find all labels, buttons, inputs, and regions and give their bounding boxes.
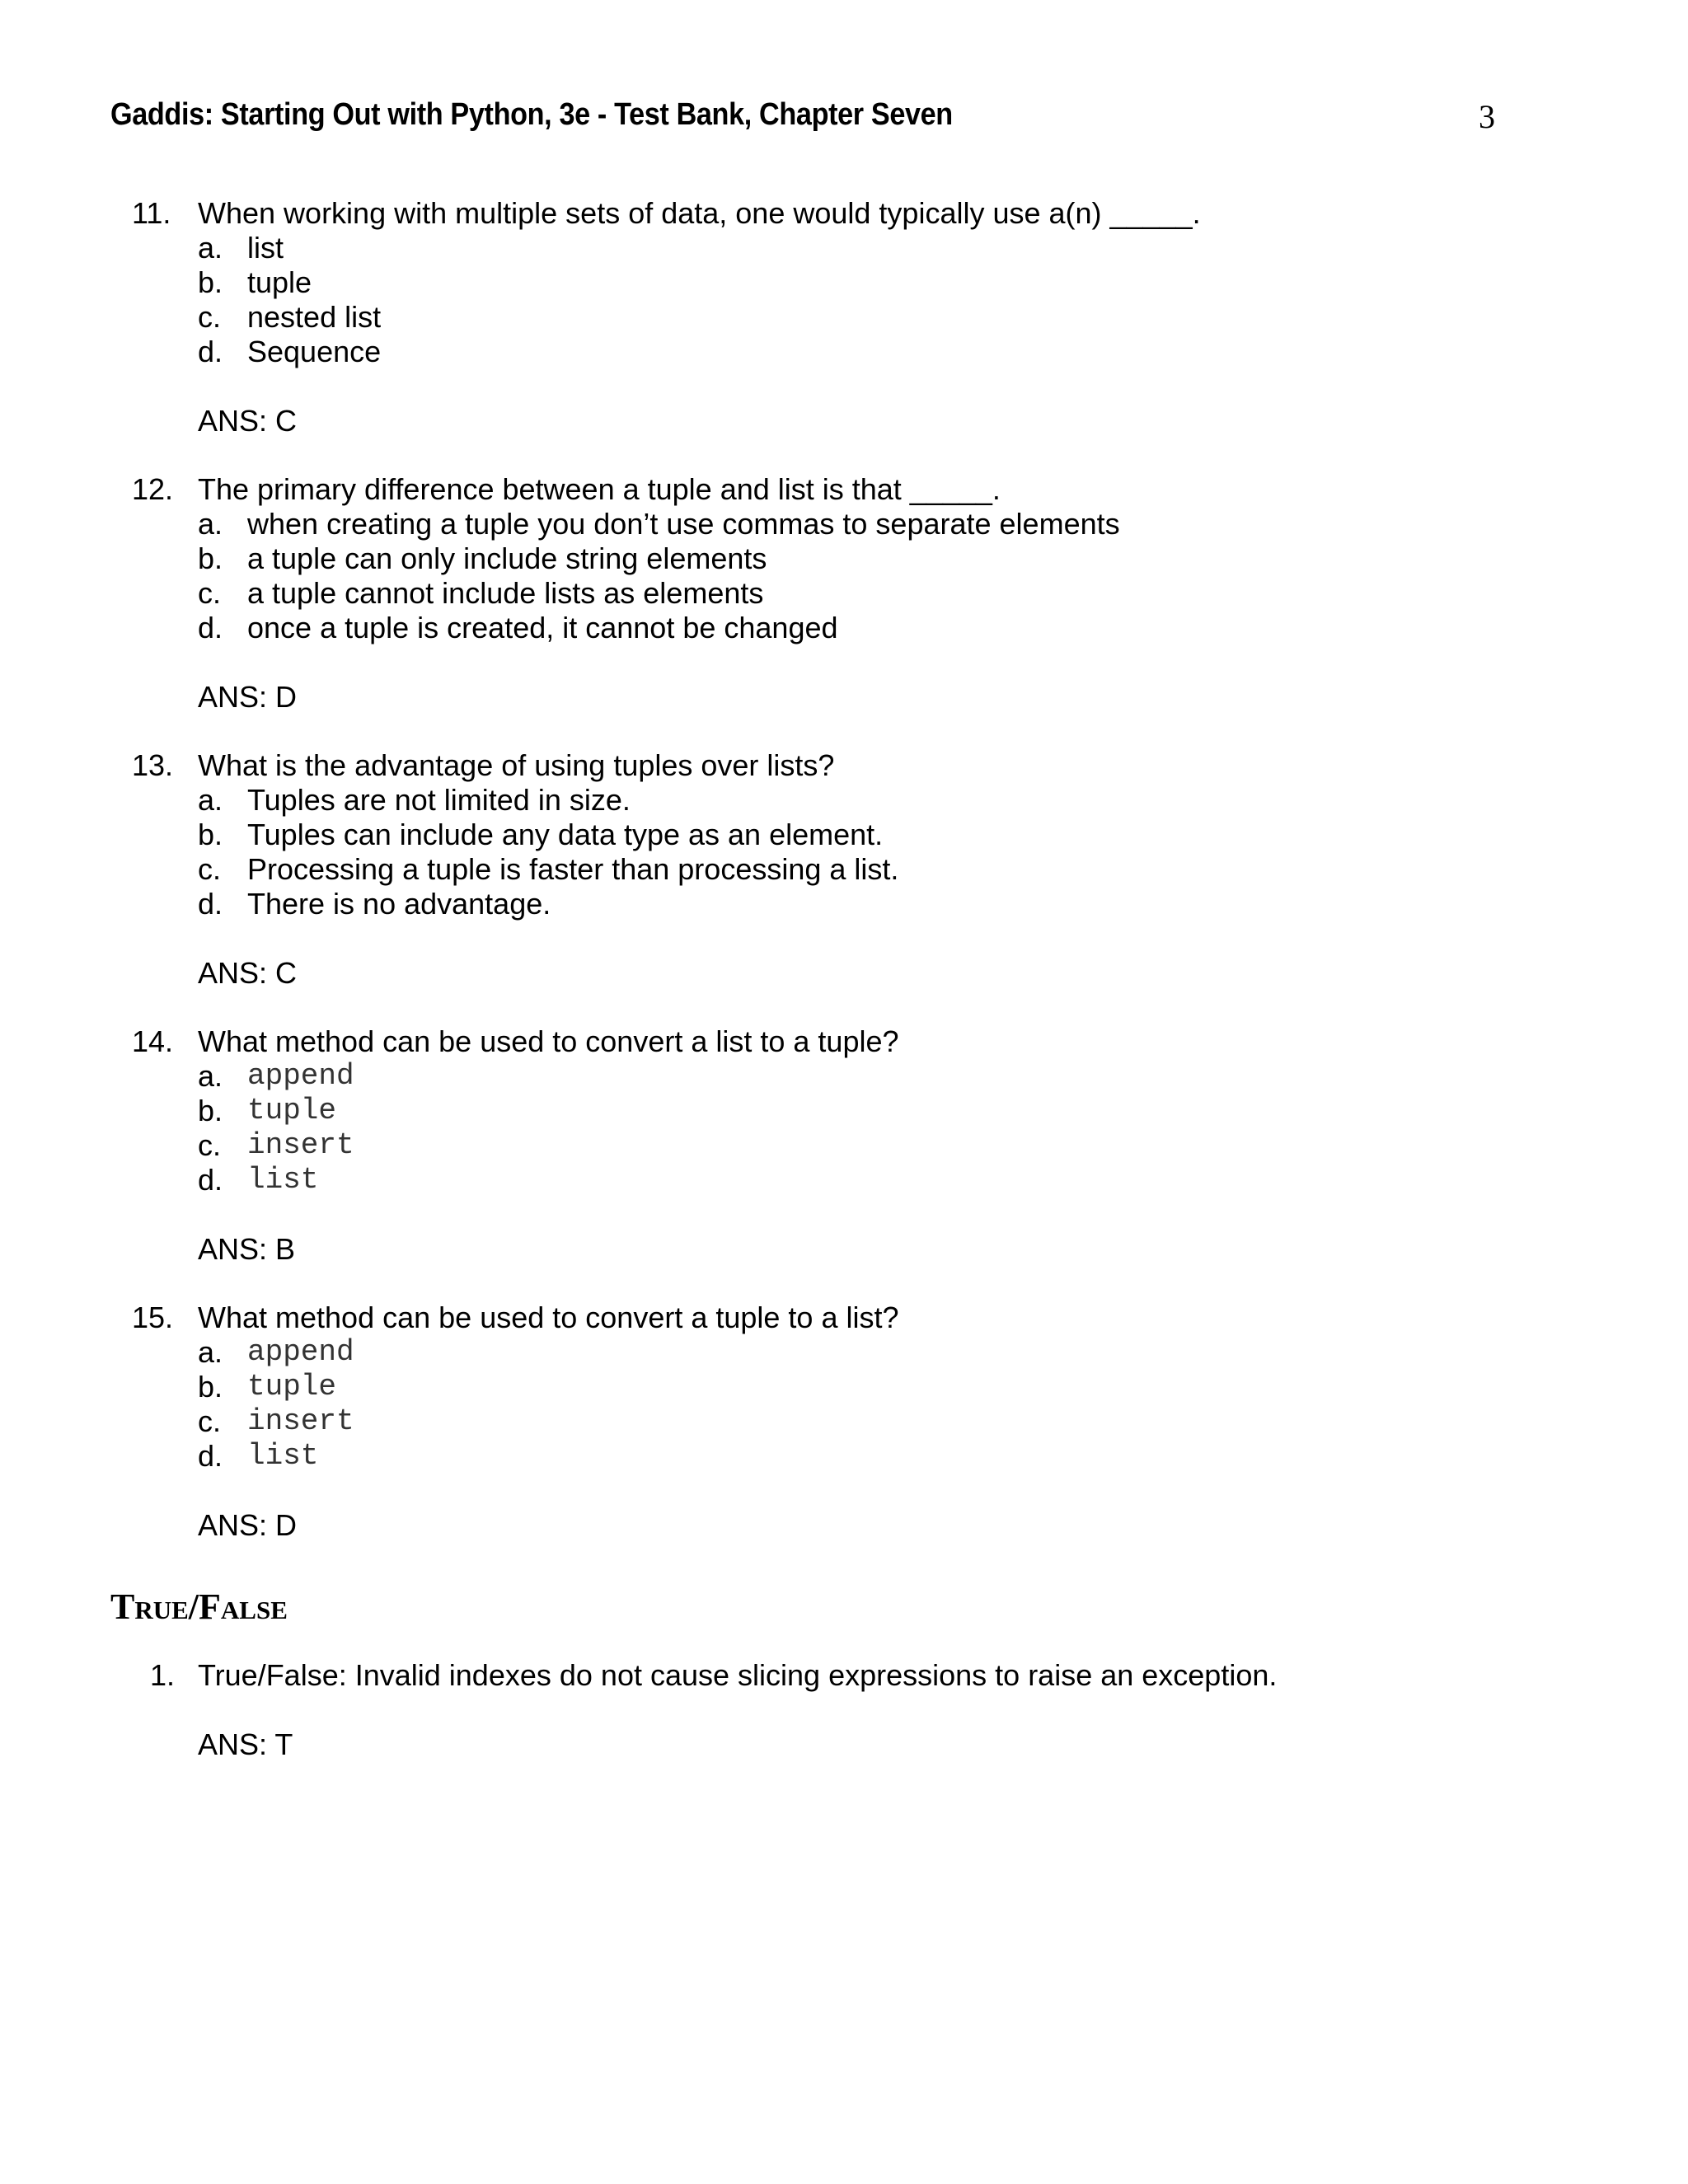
page-header <box>110 97 1495 142</box>
option-text: a tuple can only include string elements <box>247 541 767 575</box>
option-text: a tuple cannot include lists as elements <box>247 576 764 610</box>
option-text: once a tuple is created, it cannot be changed <box>247 611 838 644</box>
option-code: append <box>247 1059 354 1093</box>
option-letter: d. <box>198 1439 223 1473</box>
option-b <box>0 265 1688 300</box>
option-text: Tuples are not limited in size. <box>247 783 631 817</box>
option-letter: c. <box>198 1404 222 1438</box>
option-text: Processing a tuple is faster than processing a list. <box>247 852 899 886</box>
option-letter: c. <box>198 852 222 886</box>
option-c <box>0 576 1688 611</box>
option-d <box>0 1439 1688 1474</box>
option-c <box>0 852 1688 887</box>
option-code: list <box>247 1163 319 1197</box>
question-text: The primary difference between a tuple and list is that _____. <box>198 472 1001 506</box>
option-letter: a. <box>198 1335 223 1369</box>
answer <box>0 404 1688 438</box>
page-content <box>0 196 1688 1796</box>
option-d <box>0 611 1688 645</box>
question-11 <box>0 196 1688 438</box>
answer-text: ANS: C <box>198 956 298 990</box>
option-letter: a. <box>198 1059 223 1093</box>
option-letter: b. <box>198 1094 223 1127</box>
option-code: append <box>247 1335 354 1369</box>
option-b <box>0 541 1688 576</box>
option-letter: b. <box>198 1370 223 1404</box>
answer-text: ANS: T <box>198 1727 293 1761</box>
option-letter: d. <box>198 335 223 368</box>
question-number: 11. <box>132 196 171 230</box>
question-12 <box>0 472 1688 715</box>
tf-question-1 <box>0 1658 1688 1762</box>
question-text: What method can be used to convert a list to a tuple? <box>198 1024 899 1058</box>
option-text: nested list <box>247 300 382 334</box>
answer <box>0 1232 1688 1267</box>
option-letter: b. <box>198 265 223 299</box>
option-c <box>0 300 1688 335</box>
option-code: tuple <box>247 1370 337 1404</box>
option-letter: d. <box>198 611 223 644</box>
question-text: What method can be used to convert a tuple to a list? <box>198 1301 899 1334</box>
question-number: 13. <box>132 748 174 782</box>
option-b <box>0 1094 1688 1128</box>
page-number: 3 <box>1479 98 1495 135</box>
answer-text: ANS: C <box>198 404 298 438</box>
answer-text: ANS: B <box>198 1232 296 1266</box>
answer-text: ANS: D <box>198 680 298 714</box>
option-letter: d. <box>198 887 223 921</box>
option-b <box>0 818 1688 852</box>
question-number: 14. <box>132 1024 174 1058</box>
question-number: 15. <box>132 1301 174 1334</box>
option-text: There is no advantage. <box>247 887 551 921</box>
section-title-true-false: True/False <box>110 1586 288 1627</box>
option-letter: a. <box>198 783 223 817</box>
answer <box>0 1727 1688 1762</box>
option-c <box>0 1404 1688 1439</box>
option-a <box>0 507 1688 541</box>
question-15 <box>0 1301 1688 1543</box>
question-14 <box>0 1024 1688 1267</box>
option-code: tuple <box>247 1094 337 1127</box>
option-text: Tuples can include any data type as an element. <box>247 818 884 851</box>
option-letter: a. <box>198 231 223 265</box>
option-letter: b. <box>198 541 223 575</box>
option-text: when creating a tuple you don’t use commas to separate elements <box>247 507 1120 541</box>
question-13 <box>0 748 1688 991</box>
option-text: Sequence <box>247 335 382 368</box>
question-number: 1. <box>150 1658 176 1692</box>
option-b <box>0 1370 1688 1404</box>
header-title: Gaddis: Starting Out with Python, 3e - Test Bank, Chapter Seven <box>110 97 953 132</box>
option-d <box>0 887 1688 921</box>
option-d <box>0 1163 1688 1197</box>
option-code: insert <box>247 1128 354 1162</box>
option-code: list <box>247 1439 319 1473</box>
option-letter: b. <box>198 818 223 851</box>
option-a <box>0 1335 1688 1370</box>
option-letter: c. <box>198 1128 222 1162</box>
option-letter: c. <box>198 300 222 334</box>
option-text: list <box>247 231 284 265</box>
question-text: When working with multiple sets of data, one would typically use a(n) _____. <box>198 196 1201 230</box>
question-text: What is the advantage of using tuples over lists? <box>198 748 835 782</box>
option-a <box>0 783 1688 818</box>
answer-text: ANS: D <box>198 1508 298 1542</box>
option-letter: a. <box>198 507 223 541</box>
option-c <box>0 1128 1688 1163</box>
option-a <box>0 1059 1688 1094</box>
option-letter: c. <box>198 576 222 610</box>
option-code: insert <box>247 1404 354 1438</box>
option-letter: d. <box>198 1163 223 1197</box>
answer <box>0 680 1688 715</box>
answer <box>0 956 1688 991</box>
question-number: 12. <box>132 472 174 506</box>
option-text: tuple <box>247 265 312 299</box>
answer <box>0 1508 1688 1543</box>
option-a <box>0 231 1688 265</box>
question-text: True/False: Invalid indexes do not cause slicing expressions to raise an exception. <box>198 1658 1278 1692</box>
option-d <box>0 335 1688 369</box>
